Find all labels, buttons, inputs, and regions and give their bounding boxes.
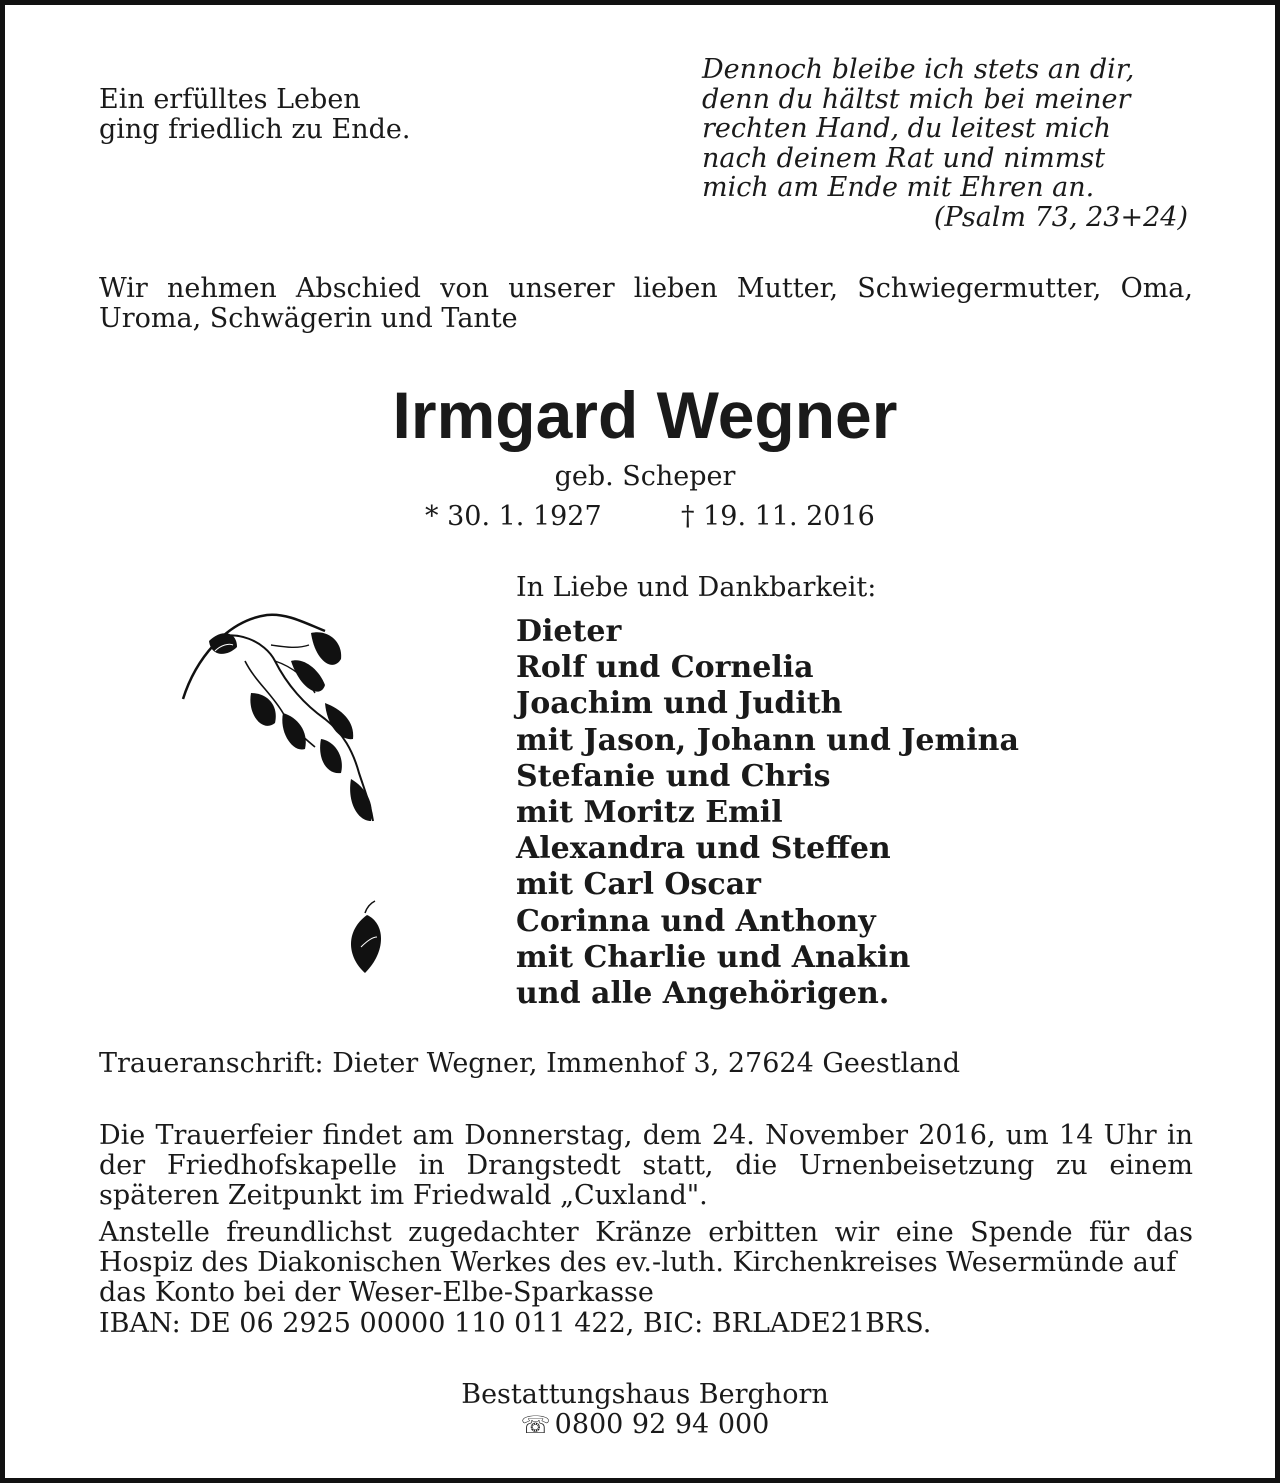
mourner-entry: Dieter: [516, 614, 622, 649]
funeral-home-phone: [5, 1409, 1280, 1440]
mourner-entry: mit Jason, Johann und Jemina: [516, 722, 1019, 758]
death-date: † 19. 11. 2016: [681, 501, 875, 532]
mourner-entry: mit Charlie und Anakin: [516, 939, 911, 975]
mourner-entry: Joachim und Judith: [516, 686, 843, 722]
farewell-intro: Wir nehmen Abschied von unserer lieben Mutter, Schwiegermutter, Oma, Uroma, Schwägerin und Tante: [99, 273, 1193, 334]
psalm-line: nach deinem Rat und nimmst: [702, 142, 1106, 174]
psalm-line: denn du hältst mich bei meiner: [702, 83, 1131, 115]
donation-text: Anstelle freundlichst zugedachter Kränze erbitten wir eine Spende für das Hospiz des Diakonischen Werkes des ev.-luth. Kirchenkreises Wesermünde auf: [99, 1217, 1193, 1278]
mourning-address: Traueranschrift: Dieter Wegner, Immenhof 3, 27624 Geestland: [99, 1048, 960, 1079]
motto-line: Ein erfülltes Leben: [99, 84, 361, 115]
motto: [99, 85, 410, 145]
mourner-entry: Corinna und Anthony: [516, 903, 876, 939]
bank-details: IBAN: DE 06 2925 00000 110 011 422, BIC: BRLADE21BRS.: [99, 1308, 932, 1339]
psalm-line: mich am Ende mit Ehren an.: [702, 172, 1095, 203]
ceremony-info: Die Trauerfeier findet am Donnerstag, dem 24. November 2016, um 14 Uhr in der Friedhofskapelle in Drangstedt statt, die Urnenbeisetzung zu einem späteren Zeitpunkt im Friedwald „Cuxland".: [99, 1120, 1193, 1211]
motto-line: ging friedlich zu Ende.: [99, 114, 411, 145]
birch-branch-icon: [175, 601, 405, 991]
donation-bank: das Konto bei der Weser-Elbe-Sparkasse: [99, 1277, 654, 1308]
mourners-list: [516, 614, 1019, 1012]
mourner-entry: Rolf und Cornelia: [516, 650, 814, 686]
telephone-icon: ☏: [520, 1411, 551, 1439]
maiden-name: geb. Scheper: [554, 461, 736, 492]
mourner-entry: Alexandra und Steffen: [516, 831, 891, 867]
phone-number: 0800 92 94 000: [554, 1409, 770, 1440]
psalm-line: rechten Hand, du leitest mich: [702, 113, 1112, 144]
deceased-name: Irmgard Wegner: [392, 378, 898, 452]
psalm-line: Dennoch bleibe ich stets an dir,: [702, 54, 1135, 85]
mourner-entry: mit Carl Oscar: [516, 867, 761, 903]
funeral-home-name: Bestattungshaus Berghorn: [461, 1379, 829, 1410]
psalm-quote: [702, 55, 1188, 232]
mourner-entry: und alle Angehörigen.: [516, 976, 890, 1012]
birth-date: * 30. 1. 1927: [425, 501, 602, 532]
psalm-reference: (Psalm 73, 23+24): [933, 201, 1188, 233]
donation-request: [99, 1218, 1193, 1308]
mourner-entry: mit Moritz Emil: [516, 795, 783, 831]
mourners-heading: In Liebe und Dankbarkeit:: [516, 572, 877, 603]
mourner-entry: Stefanie und Chris: [516, 758, 831, 794]
